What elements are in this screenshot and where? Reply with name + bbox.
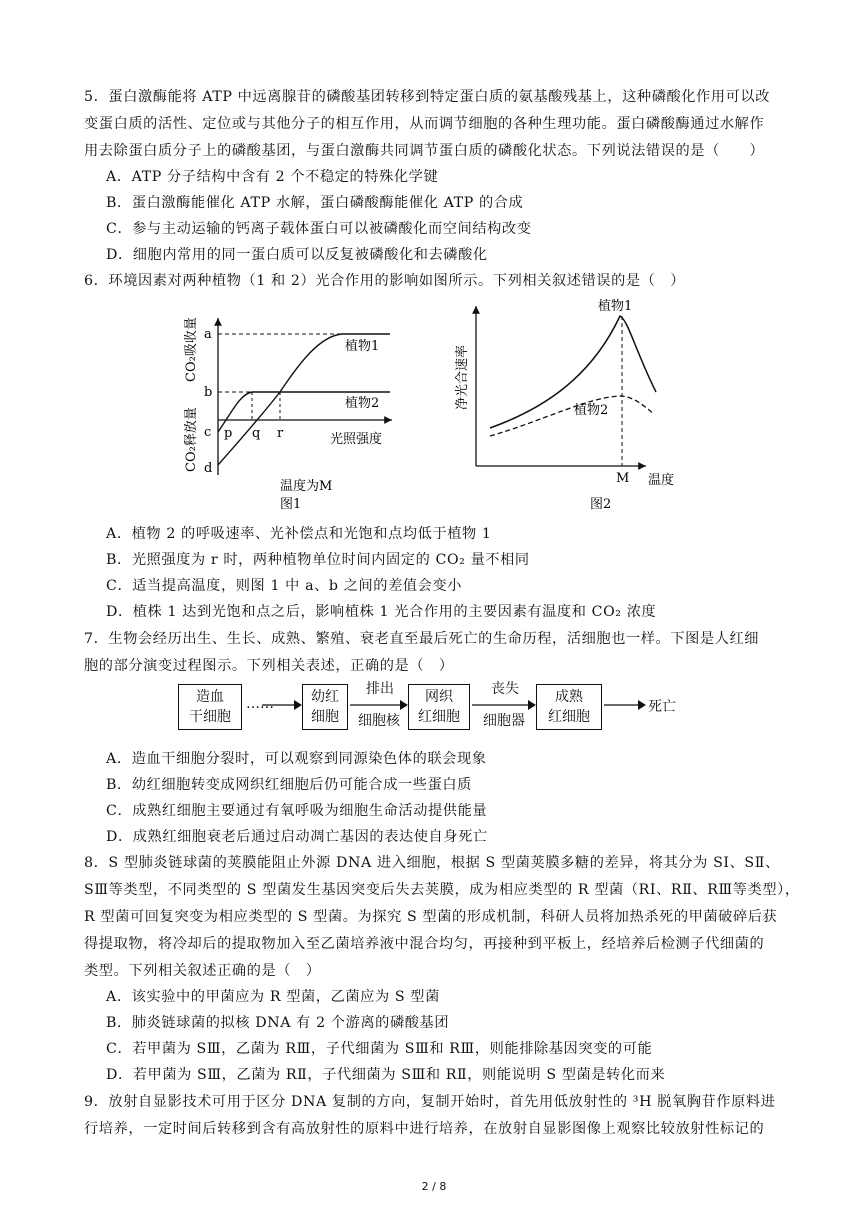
flow-box-reticulocyte-line1: 网织 [425, 689, 453, 705]
q7-option-c: C．成熟红细胞主要通过有氧呼吸为细胞生命活动提供能量 [106, 803, 488, 819]
q8-stem-line-1: 8．S 型肺炎链球菌的荚膜能阻止外源 DNA 进入细胞，根据 S 型菌荚膜多糖的差异，将其分为 SⅠ、SⅡ、 [84, 855, 780, 871]
flow-box-mature-rbc [536, 684, 602, 730]
fig1-note: 温度为M [280, 479, 333, 494]
q8-stem-line-4: 得提取物，将冷却后的提取物加入至乙菌培养液中混合均匀，再接种到平板上，经培养后检测子代细菌的 [84, 936, 765, 952]
fig2-caption: 图2 [590, 497, 612, 512]
q8-stem-line-2: SⅢ等类型，不同类型的 S 型菌发生基因突变后失去荚膜，成为相应类型的 R 型菌（RⅠ、RⅡ、RⅢ等类型）， [84, 882, 800, 898]
q8-option-b: B．肺炎链球菌的拟核 DNA 有 2 个游离的磷酸基团 [106, 1015, 450, 1031]
fig1-mark-q: q [252, 426, 261, 441]
q6-option-c: C．适当提高温度，则图 1 中 a、b 之间的差值会变小 [106, 578, 463, 594]
flow-arrow2-label-1: 排出 [366, 681, 394, 697]
figure-2 [450, 292, 690, 514]
q5-option-a: A．ATP 分子结构中含有 2 个不稳定的特殊化学键 [106, 169, 439, 185]
fig1-mark-p: p [224, 426, 233, 441]
q5-option-b: B．蛋白激酶能催化 ATP 水解，蛋白磷酸酶能催化 ATP 的合成 [106, 195, 524, 211]
flow-box-erythroblast-line1: 幼红 [311, 689, 339, 705]
fig2-xlabel: 温度 [648, 473, 675, 488]
q8-option-d: D．若甲菌为 SⅢ，乙菌为 RⅡ，子代细菌为 SⅢ和 RⅡ，则能说明 S 型菌是转化而来 [106, 1067, 666, 1083]
flow-arrow3-label-1: 丧失 [491, 681, 519, 697]
fig1-ylabel-top: CO₂吸收量 [184, 317, 199, 382]
fig2-series2-label: 植物2 [574, 403, 609, 418]
flow-end-death: 死亡 [648, 699, 676, 715]
q5-option-d: D．细胞内常用的同一蛋白质可以反复被磷酸化和去磷酸化 [106, 247, 488, 263]
fig1-mark-r: r [277, 426, 284, 441]
fig1-caption: 图1 [280, 497, 302, 512]
q8-option-c: C．若甲菌为 SⅢ，乙菌为 RⅢ，子代细菌为 SⅢ和 RⅢ，则能排除基因突变的可能 [106, 1041, 653, 1057]
q5-option-c: C．参与主动运输的钙离子载体蛋白可以被磷酸化而空间结构改变 [106, 221, 532, 237]
page-number: 2 / 8 [421, 1180, 447, 1193]
q6-option-a: A．植物 2 的呼吸速率、光补偿点和光饱和点均低于植物 1 [106, 526, 492, 542]
flow-box-hsc-line1: 造血 [196, 689, 224, 705]
q9-stem-line-1: 9．放射自显影技术可用于区分 DNA 复制的方向，复制开始时，首先用低放射性的 ³H 脱氧胸苷作原料进 [84, 1094, 776, 1110]
fig1-point-c: c [204, 425, 212, 440]
q5-stem-line-3: 用去除蛋白质分子上的磷酸基团，与蛋白激酶共同调节蛋白质的磷酸化状态。下列说法错误的是（ ） [84, 143, 765, 159]
q8-option-a: A．该实验中的甲菌应为 R 型菌，乙菌应为 S 型菌 [106, 989, 440, 1005]
q7-option-a: A．造血干细胞分裂时，可以观察到同源染色体的联会现象 [106, 751, 487, 767]
q6-stem-line-1: 6．环境因素对两种植物（1 和 2）光合作用的影响如图所示。下列相关叙述错误的是（ ） [84, 273, 686, 289]
flow-arrow3-label-2: 细胞器 [483, 713, 525, 729]
q5-stem-line-2: 变蛋白质的活性、定位或与其他分子的相互作用，从而调节细胞的各种生理功能。蛋白磷酸酶通过水解作 [84, 116, 765, 132]
flow-box-reticulocyte [408, 684, 470, 730]
fig1-xlabel: 光照强度 [330, 432, 383, 447]
q9-stem-line-2: 行培养，一定时间后转移到含有高放射性的原料中进行培养，在放射自显影图像上观察比较放射性标记的 [84, 1121, 765, 1137]
fig1-ylabel-bottom: CO₂释放量 [184, 407, 199, 472]
fig2-curve-plant1 [490, 316, 656, 428]
fig2-series1-label: 植物1 [598, 299, 633, 314]
fig2-xmark-m: M [616, 471, 630, 486]
flow-arrow2-label-2: 细胞核 [358, 713, 400, 729]
flow-box-erythroblast [302, 684, 348, 730]
flow-box-hsc-line2: 干细胞 [189, 709, 231, 725]
flow-box-mature-rbc-line2: 红细胞 [548, 709, 590, 725]
fig1-point-a: a [204, 327, 212, 342]
flow-box-erythroblast-line2: 细胞 [311, 709, 339, 725]
q7-stem-line-1: 7．生物会经历出生、生长、成熟、繁殖、衰老直至最后死亡的生命历程，活细胞也一样。下图是人红细 [84, 631, 760, 647]
q6-option-b: B．光照强度为 r 时，两种植物单位时间内固定的 CO₂ 量不相同 [106, 552, 530, 568]
q7-option-d: D．成熟红细胞衰老后通过启动凋亡基因的表达使自身死亡 [106, 829, 488, 845]
q5-stem-line-1: 5．蛋白激酶能将 ATP 中远离腺苷的磷酸基团转移到特定蛋白质的氨基酸残基上，这种磷酸化作用可以改 [84, 89, 770, 105]
q8-stem-line-3: R 型菌可回复突变为相应类型的 S 型菌。为探究 S 型菌的形成机制，科研人员将加热杀死的甲菌破碎后获 [84, 909, 778, 925]
flow-box-reticulocyte-line2: 红细胞 [418, 709, 460, 725]
q7-flow-diagram [0, 682, 868, 732]
fig1-point-d: d [204, 461, 213, 476]
q7-option-b: B．幼红细胞转变成网织红细胞后仍可能合成一些蛋白质 [106, 777, 472, 793]
fig2-curve-plant2 [490, 396, 654, 436]
q6-option-d: D．植株 1 达到光饱和点之后，影响植株 1 光合作用的主要因素有温度和 CO₂ 浓度 [106, 604, 657, 620]
fig1-series2-label: 植物2 [345, 396, 380, 411]
q8-stem-line-5: 类型。下列相关叙述正确的是（ ） [84, 963, 321, 979]
flow-dots: …… [246, 696, 274, 712]
fig1-series1-label: 植物1 [345, 339, 380, 354]
flow-box-hsc [178, 684, 242, 730]
flow-box-mature-rbc-line1: 成熟 [555, 689, 583, 705]
q7-stem-line-2: 胞的部分演变过程图示。下列相关表述，正确的是（ ） [84, 658, 454, 674]
fig2-ylabel: 净光合速率 [455, 344, 470, 410]
fig1-point-b: b [204, 385, 213, 400]
figure-1 [180, 300, 410, 515]
